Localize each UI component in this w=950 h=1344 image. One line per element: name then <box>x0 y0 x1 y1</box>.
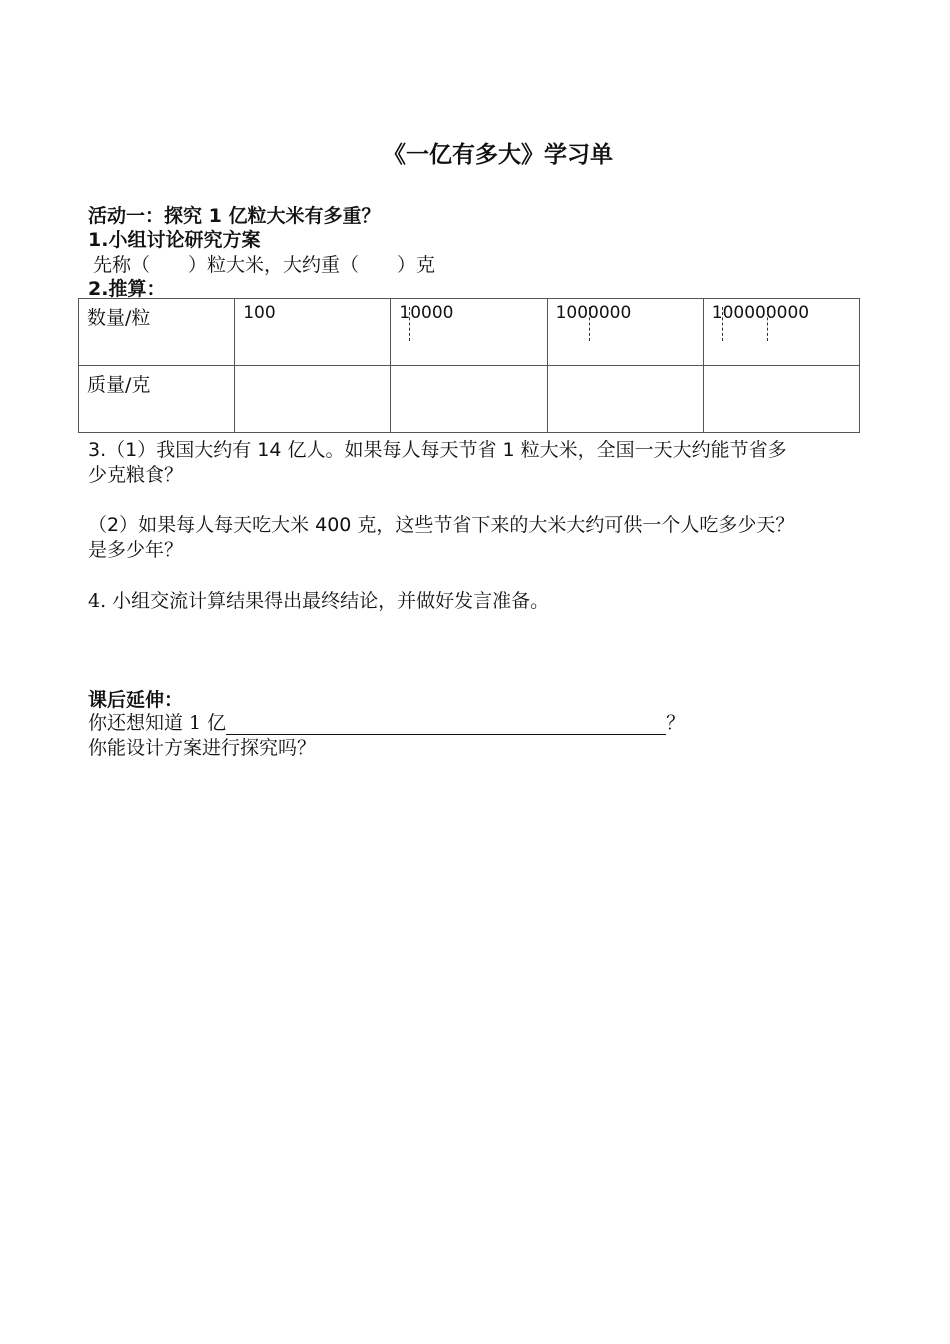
digit-divider <box>722 307 723 341</box>
digit-divider <box>767 307 768 341</box>
question-3-2-line1: （2）如果每人每天吃大米 400 克，这些节省下来的大米大约可供一个人吃多少天？ <box>88 514 795 536</box>
weight-cell[interactable] <box>547 366 703 433</box>
quantity-value: 1000000 <box>555 303 632 323</box>
quantity-cell <box>547 299 703 366</box>
answer-blank[interactable] <box>226 714 666 735</box>
quantity-cell <box>703 299 859 366</box>
activity-heading: 活动一：探究 1 亿粒大米有多重？ <box>88 205 381 227</box>
weight-cell[interactable] <box>703 366 859 433</box>
extension-suffix: ？ <box>666 712 686 734</box>
extension-heading: 课后延伸： <box>88 689 184 711</box>
weight-cell[interactable] <box>235 366 391 433</box>
row-label-weight: 质量/克 <box>79 366 235 433</box>
question-3-1-line2: 少克粮食？ <box>88 464 184 486</box>
quantity-cell: 100 <box>235 299 391 366</box>
question-3-1-line1: 3.（1）我国大约有 14 亿人。如果每人每天节省 1 粒大米，全国一天大约能节省多 <box>88 439 787 461</box>
table-row <box>79 366 860 433</box>
digit-divider <box>589 307 590 341</box>
quantity-value: 10000 <box>399 303 454 323</box>
step2-heading: 2.推算： <box>88 278 166 300</box>
extension-line2: 你能设计方案进行探究吗？ <box>88 737 317 759</box>
quantity-cell <box>391 299 547 366</box>
page-title: 《一亿有多大》学习单 <box>383 142 613 168</box>
question-4: 4. 小组交流计算结果得出最终结论，并做好发言准备。 <box>88 590 550 612</box>
extension-line1 <box>88 708 685 735</box>
row-label-quantity: 数量/粒 <box>79 299 235 366</box>
table-row <box>79 299 860 366</box>
calculation-table <box>78 298 860 433</box>
quantity-value: 100000000 <box>711 303 810 323</box>
question-3-2-line2: 是多少年？ <box>88 539 184 561</box>
step1-heading: 1.小组讨论研究方案 <box>88 229 261 251</box>
weight-cell[interactable] <box>391 366 547 433</box>
digit-divider <box>409 307 410 341</box>
step1-text: 先称（ ）粒大米，大约重（ ）克 <box>93 254 436 276</box>
extension-prefix: 你还想知道 1 亿 <box>88 712 227 734</box>
